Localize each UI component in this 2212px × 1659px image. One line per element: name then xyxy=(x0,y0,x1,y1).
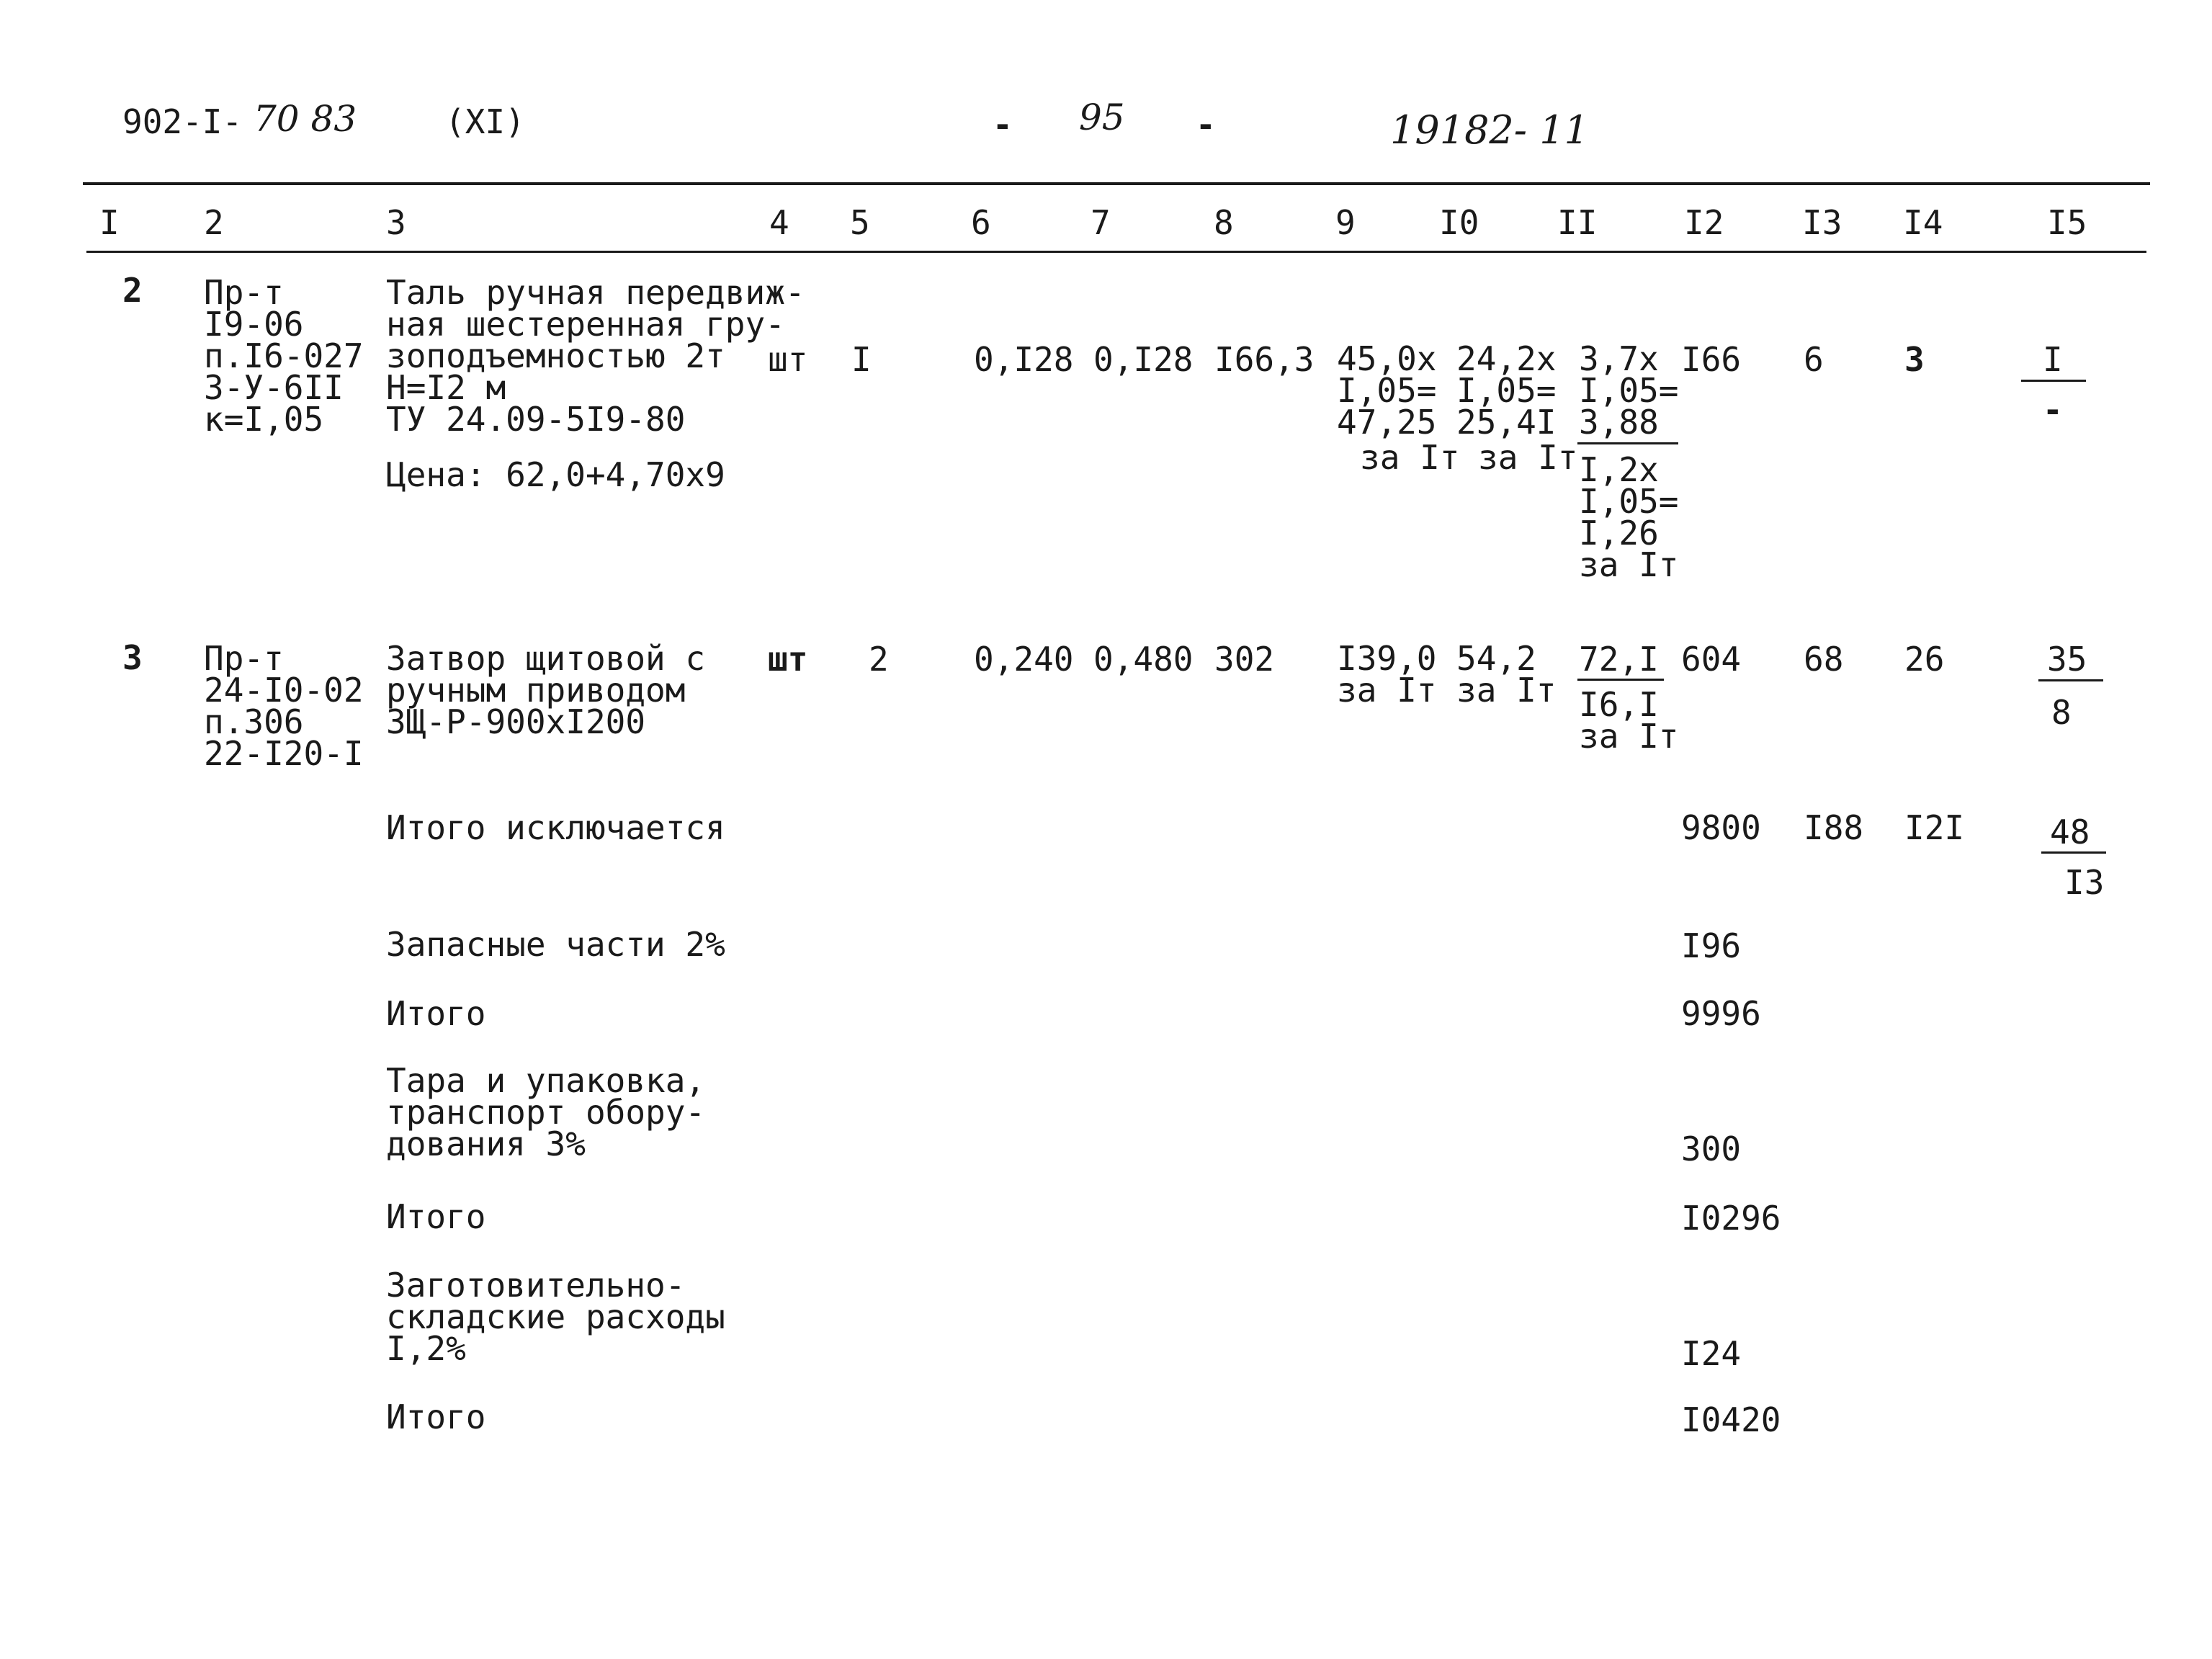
summary-label: Итого исключается xyxy=(386,808,725,847)
row-col13: 6 xyxy=(1804,340,1824,379)
ref-handwritten: 19182- 11 xyxy=(1390,107,1589,153)
col-header-11: II xyxy=(1557,203,1598,242)
row-col8: 302 xyxy=(1214,640,1275,679)
summary-col12: 300 xyxy=(1681,1130,1742,1168)
row-col15-bottom: 8 xyxy=(2051,693,2072,732)
row-price-note: Цена: 62,0+4,70x9 xyxy=(386,455,725,494)
col11-fraction-line xyxy=(1577,679,1664,681)
col-header-5: 5 xyxy=(850,203,870,242)
row-name: Таль ручная передвиж- ная шестеренная гру- зоподъемностью 2т H=I2 м ТУ 24.09-5I9-80 xyxy=(386,273,805,439)
row-unit: шт xyxy=(768,640,808,679)
row-col11-top: 3,7x I,05= 3,88 xyxy=(1579,339,1679,442)
doc-suffix-handwritten: 70 83 xyxy=(254,98,357,140)
header-rule xyxy=(86,251,2146,253)
summary-col12: I0296 xyxy=(1681,1199,1781,1238)
summary-label: Итого xyxy=(386,994,486,1033)
col-header-14: I4 xyxy=(1903,203,1943,242)
top-rule xyxy=(83,182,2150,185)
row-qty: I xyxy=(851,340,872,379)
row-number: 2 xyxy=(122,271,143,310)
page-number: 95 xyxy=(1079,97,1125,138)
row-col15-top: I xyxy=(2043,340,2063,379)
row-col14: 3 xyxy=(1904,340,1925,379)
row-col13: 68 xyxy=(1804,640,1844,679)
summary-col12: I24 xyxy=(1681,1334,1742,1373)
summary-col12: I96 xyxy=(1681,926,1742,965)
row-col9-note: за Iт xyxy=(1360,438,1460,477)
row-mass-total: 0,480 xyxy=(1093,640,1194,679)
col-header-9: 9 xyxy=(1335,203,1356,242)
col15-fraction-line xyxy=(2038,679,2103,681)
row-col11-bottom: I6,I за Iт xyxy=(1579,685,1679,756)
row-col14: 26 xyxy=(1904,640,1945,679)
col-header-15: I5 xyxy=(2047,203,2087,242)
col15-fraction-line xyxy=(2021,380,2086,382)
col-header-8: 8 xyxy=(1214,203,1234,242)
col-header-12: I2 xyxy=(1684,203,1724,242)
row-mass-unit: 0,I28 xyxy=(974,340,1074,379)
summary-label: Заготовительно- складские расходы I,2% xyxy=(386,1266,725,1368)
row-col10: 54,2 за Iт xyxy=(1456,639,1557,710)
col-header-4: 4 xyxy=(769,203,789,242)
summary-label: Итого xyxy=(386,1197,486,1236)
doc-prefix: 902-I- xyxy=(122,102,243,141)
summary-col12: I0420 xyxy=(1681,1400,1781,1439)
col-header-1: I xyxy=(99,203,120,242)
summary-col15-bottom: I3 xyxy=(2064,863,2105,902)
summary-col12: 9996 xyxy=(1681,994,1761,1033)
row-mass-total: 0,I28 xyxy=(1093,340,1194,379)
summary-label: Запасные части 2% xyxy=(386,925,725,964)
page-dash-right: - xyxy=(1196,105,1216,144)
col-header-10: I0 xyxy=(1439,203,1479,242)
page-dash-left: - xyxy=(993,105,1013,144)
row-col10-note: за Iт xyxy=(1478,438,1578,477)
row-col15-bottom: - xyxy=(2043,390,2063,429)
summary-col15-top: 48 xyxy=(2050,813,2090,851)
row-qty: 2 xyxy=(869,640,889,679)
section-label: (XI) xyxy=(445,102,525,141)
col-header-2: 2 xyxy=(204,203,224,242)
summary-label: Итого xyxy=(386,1398,486,1436)
col-header-13: I3 xyxy=(1802,203,1842,242)
row-code: Пр-т 24-I0-02 п.306 22-I20-I xyxy=(204,639,364,773)
row-unit: шт xyxy=(768,340,808,379)
row-mass-unit: 0,240 xyxy=(974,640,1074,679)
row-col11-bottom: I,2x I,05= I,26 за Iт xyxy=(1579,450,1679,584)
row-col10: 24,2x I,05= 25,4I xyxy=(1456,339,1557,442)
row-col9: I39,0 за Iт xyxy=(1337,639,1437,710)
col11-fraction-line xyxy=(1577,442,1678,444)
row-code: Пр-т I9-06 п.I6-027 3-У-6II к=I,05 xyxy=(204,273,364,439)
row-number: 3 xyxy=(122,638,143,677)
row-col11-top: 72,I xyxy=(1579,640,1659,679)
row-name: Затвор щитовой с ручным приводом ЗЩ-Р-900xI200 xyxy=(386,639,706,741)
col-header-3: 3 xyxy=(386,203,406,242)
row-col15-top: 35 xyxy=(2047,640,2087,679)
summary-label: Тара и упаковка, транспорт обору- дования 3% xyxy=(386,1061,706,1163)
row-col12: 604 xyxy=(1681,640,1742,679)
summary-col13: I88 xyxy=(1804,808,1864,847)
summary-col12: 9800 xyxy=(1681,808,1761,847)
row-col8: I66,3 xyxy=(1214,340,1315,379)
row-col9: 45,0x I,05= 47,25 xyxy=(1337,339,1437,442)
row-col12: I66 xyxy=(1681,340,1742,379)
col-header-7: 7 xyxy=(1091,203,1111,242)
col-header-6: 6 xyxy=(971,203,991,242)
col15-fraction-line xyxy=(2041,851,2106,854)
summary-col14: I2I xyxy=(1904,808,1965,847)
